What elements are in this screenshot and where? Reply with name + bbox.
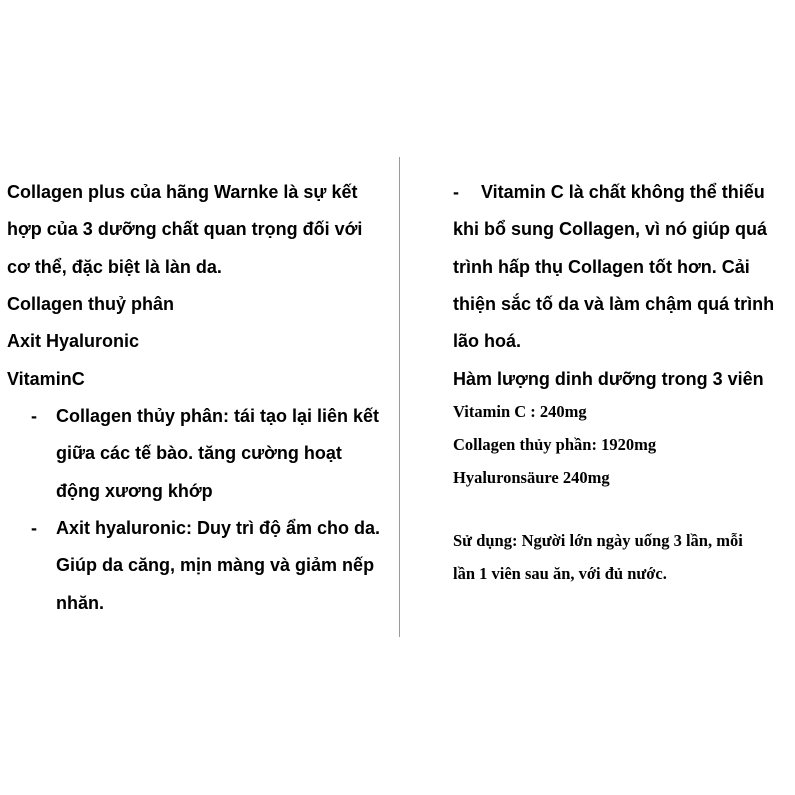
- ingredient-item: Axit Hyaluronic: [7, 331, 140, 351]
- intro-line: hợp của 3 dưỡng chất quan trọng đối với: [7, 219, 363, 239]
- bullet-line: nhăn.: [56, 593, 104, 613]
- content-item: Vitamin C : 240mg: [453, 402, 587, 421]
- column-divider: [399, 157, 400, 637]
- bullet-line: Vitamin C là chất không thể thiếu: [481, 182, 765, 202]
- bullet-line: động xương khớp: [56, 481, 213, 501]
- bullet-line: Axit hyaluronic: Duy trì độ ẩm cho da.: [56, 518, 381, 538]
- bullet-marker: -: [31, 518, 37, 538]
- bullet-marker: -: [31, 406, 37, 426]
- content-heading: Hàm lượng dinh dưỡng trong 3 viên: [453, 369, 764, 389]
- bullet-line: lão hoá.: [453, 331, 522, 351]
- bullet-line: giữa các tế bào. tăng cường hoạt: [56, 443, 342, 463]
- intro-line: cơ thể, đặc biệt là làn da.: [7, 257, 222, 277]
- bullet-line: Giúp da căng, mịn màng và giảm nếp: [56, 555, 375, 575]
- bullet-line: thiện sắc tố da và làm chậm quá trình: [453, 294, 775, 314]
- intro-line: Collagen plus của hãng Warnke là sự kết: [7, 182, 358, 202]
- ingredient-item: VitaminC: [7, 369, 85, 389]
- bullet-marker: -: [453, 182, 459, 202]
- content-item: Collagen thủy phần: 1920mg: [453, 435, 657, 454]
- usage-line: Sử dụng: Người lớn ngày uống 3 lần, mỗi: [453, 531, 743, 550]
- ingredient-item: Collagen thuỷ phân: [7, 294, 175, 314]
- usage-line: lần 1 viên sau ăn, với đủ nước.: [453, 564, 667, 583]
- bullet-line: Collagen thủy phân: tái tạo lại liên kết: [56, 406, 380, 426]
- content-item: Hyaluronsäure 240mg: [453, 468, 610, 487]
- bullet-line: trình hấp thụ Collagen tốt hơn. Cải: [453, 257, 750, 277]
- bullet-line: khi bổ sung Collagen, vì nó giúp quá: [453, 219, 767, 239]
